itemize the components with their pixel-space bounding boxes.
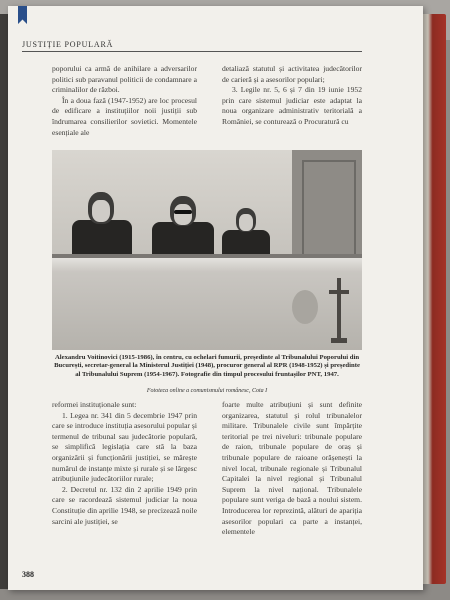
crucifix-base [331,338,347,343]
paragraph: 2. Decretul nr. 132 din 2 aprilie 1949 prin care se racordează sistemul judiciar la noua Constituție din aprilie 1948, se precizează noile sarcini ale justiției, se [52,484,197,526]
column-top-right [222,64,362,128]
running-head: JUSTIȚIE POPULARĂ [22,40,362,52]
column-top-left [52,64,197,138]
paragraph: În a doua fază (1947-1952) are loc procesul de edificare a instituțiilor noii justiții sub îndrumarea consilierilor sovietici. Momentele esențiale ale [52,95,197,137]
paragraph: reformei instituționale sunt: [52,400,137,409]
paragraph: foarte multe atribuțiuni și sunt definite organizarea, statutul și rolul tribunalelor militare. Tribunalele civile sunt împărțite teritorial pe trei niveluri: tribunale populare de raion, tribunale populare de oraș și tribunale populare de raioane orășenești la nivel local, tribunale regionale și Tribunalul Capitalei la nivel regional și Tribunalul Suprem la nivel național. Tribunalele populare sunt veriga de bază a noului sistem. Introducerea lor reprezintă, alături de apariția asesorilor populari ca parte a instanței, elementele [222,400,362,537]
crucifix-icon [337,278,341,340]
column-bottom-left [52,400,197,527]
photo-source: Fototeca online a comunismului românesc, Cota I [146,388,268,394]
photo-door-panel [302,160,356,259]
courtroom-photograph [52,150,362,350]
paragraph: detaliază statutul și activitatea judecătorilor de carieră și a asesorilor populari; [222,64,362,84]
crucifix-bar [329,290,349,294]
page-number: 388 [22,570,34,579]
paragraph: 1. Legea nr. 341 din 5 decembrie 1947 prin care se introduce instituția asesorului popular și termenul de tribunal sau judecătorie populară, se simplifică legislația care stă la baza organizării și funcționării justiției, se mărește numărul de instanțe mixte și rurale și se lărgesc atribuțiunile judecătoriilor rurale; [52,410,197,484]
emblem-ornament [292,290,318,324]
column-bottom-right [222,400,362,538]
dark-glasses [174,210,192,214]
ribbon-bookmark [18,6,27,24]
photo-caption: Alexandru Voitinovici (1915-1986), în centru, cu ochelari fumurii, președinte al Tribunalului Poporului din București, secretar-general la Ministerul Justiției (1948), procuror general al RPR (1948-1952) și președinte al Tribunalului Suprem (1954-1967). Fotografie din timpul procesului fruntașilor PNT, 1947. [54,354,360,378]
paragraph: poporului ca armă de anihilare a adversarilor politici sub paravanul politicii de condamnare a criminalilor de război. [52,64,197,95]
paragraph: 3. Legile nr. 5, 6 și 7 din 19 iunie 1952 prin care sistemul judiciar este adaptat la noua organizare administrativ teritorială a României, se conturează o Procuratură cu [222,85,362,126]
